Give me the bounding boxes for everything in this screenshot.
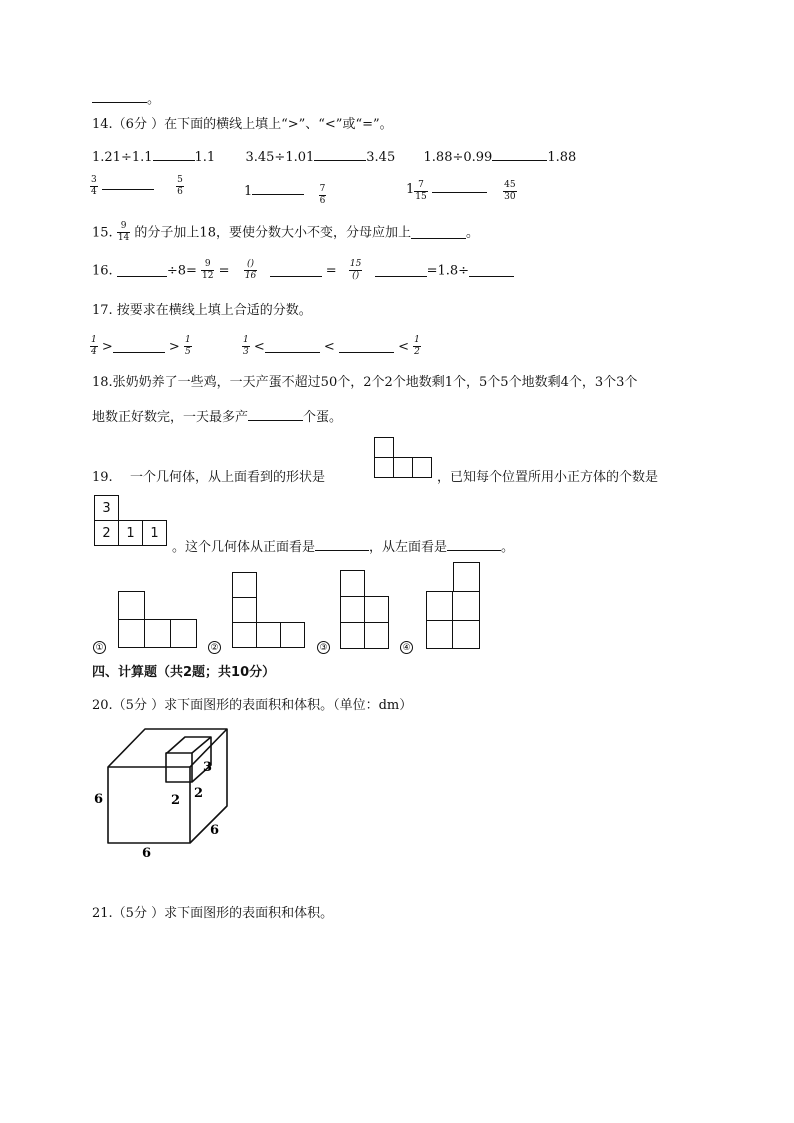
answer-blank[interactable] — [432, 180, 487, 193]
expr-2: 3.45÷1.01 — [245, 150, 315, 165]
question-number: 16. — [92, 263, 113, 279]
option-cell — [426, 591, 453, 621]
count-cell: 1 — [142, 520, 167, 546]
period: 。 — [147, 92, 161, 107]
value-1: 1.1 — [194, 150, 216, 165]
top-view-cell — [374, 457, 394, 478]
option-1-marker[interactable]: ① — [93, 641, 106, 654]
top-view-cell — [393, 457, 413, 478]
cube-count-grid — [94, 495, 166, 549]
expr-1: 1.21÷1.1 — [92, 150, 153, 165]
q14-row2-a — [90, 176, 184, 198]
dim-left: 6 — [94, 792, 104, 807]
fraction: $\frac{()}{16}$ — [244, 259, 257, 282]
answer-blank[interactable] — [411, 226, 466, 239]
q18-line2 — [92, 408, 342, 424]
answer-blank[interactable] — [252, 182, 304, 195]
question-text: 地数正好数完，一天最多产 — [92, 410, 249, 425]
fraction: $\frac{1}{4}$ — [91, 335, 97, 358]
fraction: $\frac{5}{6}$ — [177, 175, 183, 198]
q19-text2: ，已知每个位置所用小正方体的个数是 — [437, 470, 659, 485]
q17-row-b — [242, 336, 421, 358]
less-than: < — [323, 339, 335, 355]
value-3: 1.88 — [547, 150, 577, 165]
answer-blank[interactable] — [447, 538, 501, 551]
option-cell — [340, 596, 365, 623]
fraction: $\frac{9}{12}$ — [202, 259, 214, 282]
q21-title: 21.（5分 ）求下面图形的表面积和体积。 — [92, 906, 334, 921]
fraction: $\frac{1}{2}$ — [414, 335, 420, 358]
count-cell: 1 — [118, 520, 143, 546]
fraction: $\frac{7}{6}$ — [319, 183, 326, 206]
top-view-cell — [412, 457, 432, 478]
dim-bottom: 6 — [142, 846, 152, 860]
dim-notch-width: 2 — [171, 793, 181, 808]
dim-depth: 6 — [210, 823, 220, 838]
expr-3: 1.88÷0.99 — [423, 150, 493, 165]
greater-than: > — [101, 339, 113, 355]
question-text: 个蛋。 — [303, 410, 343, 425]
question-number: 15. — [92, 225, 113, 241]
fraction: $\frac{15}{()}$ — [349, 259, 362, 282]
q20-title: 20.（5分 ）求下面图形的表面积和体积。（单位：dm） — [92, 698, 413, 713]
answer-blank[interactable] — [339, 340, 394, 353]
cuboid-with-notch-figure — [92, 725, 237, 860]
integer: 1 — [244, 184, 253, 199]
q18-line1: 18.张奶奶养了一些鸡，一天产蛋不超过50个，2个2个地数剩1个，5个5个地数剩4个，3个3个 — [92, 375, 638, 390]
option-cell — [364, 622, 389, 649]
option-2-shape — [232, 572, 304, 649]
answer-blank[interactable] — [270, 264, 322, 277]
fraction: $\frac{3}{4}$ — [91, 175, 97, 198]
answer-blank[interactable] — [314, 148, 366, 161]
option-1-shape — [118, 591, 198, 649]
option-cell — [340, 622, 365, 649]
period: 。 — [465, 225, 479, 241]
fraction: $\frac{9}{14}$ — [117, 221, 130, 244]
option-4-marker[interactable]: ④ — [400, 641, 413, 654]
option-cell — [232, 572, 257, 598]
q14-row2-c — [406, 180, 517, 202]
option-cell — [452, 620, 480, 649]
count-cell: 3 — [94, 495, 119, 521]
greater-than: > — [168, 339, 180, 355]
less-than: < — [253, 339, 265, 355]
count-cell: 2 — [94, 520, 119, 546]
fraction: $\frac{45}{30}$ — [504, 179, 516, 202]
q14-row1 — [92, 148, 576, 164]
option-cell — [364, 596, 389, 623]
option-cell — [452, 591, 480, 621]
q19-text1: 一个几何体，从上面看到的形状是 — [130, 470, 326, 485]
option-cell — [453, 562, 480, 592]
q17-row-a — [90, 336, 192, 358]
answer-blank[interactable] — [469, 264, 514, 277]
answer-blank[interactable] — [265, 340, 320, 353]
option-cell — [256, 622, 281, 648]
option-cell — [232, 597, 257, 623]
q17-title: 17. 按要求在横线上填上合适的分数。 — [92, 303, 312, 318]
equals-1-8-div: =1.8÷ — [426, 263, 470, 279]
prev-answer-line — [92, 90, 160, 106]
answer-blank[interactable] — [492, 148, 547, 161]
question-text: 的分子加上18，要使分数大小不变，分母应加上 — [134, 225, 411, 241]
option-cell — [280, 622, 305, 648]
option-3-marker[interactable]: ③ — [317, 641, 330, 654]
section-title: 四、计算题（共2题；共10分） — [92, 665, 276, 680]
answer-blank[interactable] — [153, 148, 195, 161]
option-2-marker[interactable]: ② — [208, 641, 221, 654]
top-view-shape — [374, 437, 434, 479]
answer-blank[interactable] — [102, 177, 154, 190]
answer-blank[interactable] — [92, 90, 147, 103]
option-cell — [118, 591, 145, 620]
less-than: < — [398, 339, 410, 355]
answer-blank[interactable] — [117, 264, 167, 277]
period: 。 — [501, 540, 515, 555]
option-3-shape — [340, 570, 390, 649]
option-cell — [170, 619, 197, 648]
option-cell — [118, 619, 145, 648]
fraction: $\frac{1}{5}$ — [184, 335, 191, 358]
dim-notch-height: 3 — [203, 760, 213, 775]
dim-notch-depth: 2 — [194, 786, 204, 801]
q19-number: 19. — [92, 470, 113, 485]
option-cell — [232, 622, 257, 648]
answer-blank[interactable] — [375, 264, 427, 277]
fraction: $\frac{1}{3}$ — [243, 335, 249, 358]
top-view-cell — [374, 437, 394, 458]
option-4-shape — [426, 562, 480, 649]
q14-row2-b — [244, 182, 326, 206]
q15-line — [92, 222, 479, 244]
integer: 1 — [406, 182, 415, 197]
option-cell — [340, 570, 365, 597]
divide-8: ÷8= — [166, 263, 197, 279]
value-2: 3.45 — [366, 150, 396, 165]
answer-blank[interactable] — [315, 538, 369, 551]
q14-title: 14.（6分 ）在下面的横线上填上“>”、“<”或“=”。 — [92, 117, 393, 132]
option-cell — [426, 620, 453, 649]
question-text: 。这个几何体从正面看是 — [172, 540, 316, 555]
q19-line3 — [172, 538, 514, 554]
option-cell — [144, 619, 171, 648]
q16-line — [92, 260, 514, 282]
equals: = — [325, 263, 337, 279]
equals: = — [218, 263, 230, 279]
fraction: $\frac{7}{15}$ — [415, 179, 427, 202]
answer-blank[interactable] — [113, 340, 165, 353]
question-text: ，从左面看是 — [369, 540, 448, 555]
answer-blank[interactable] — [248, 408, 303, 421]
